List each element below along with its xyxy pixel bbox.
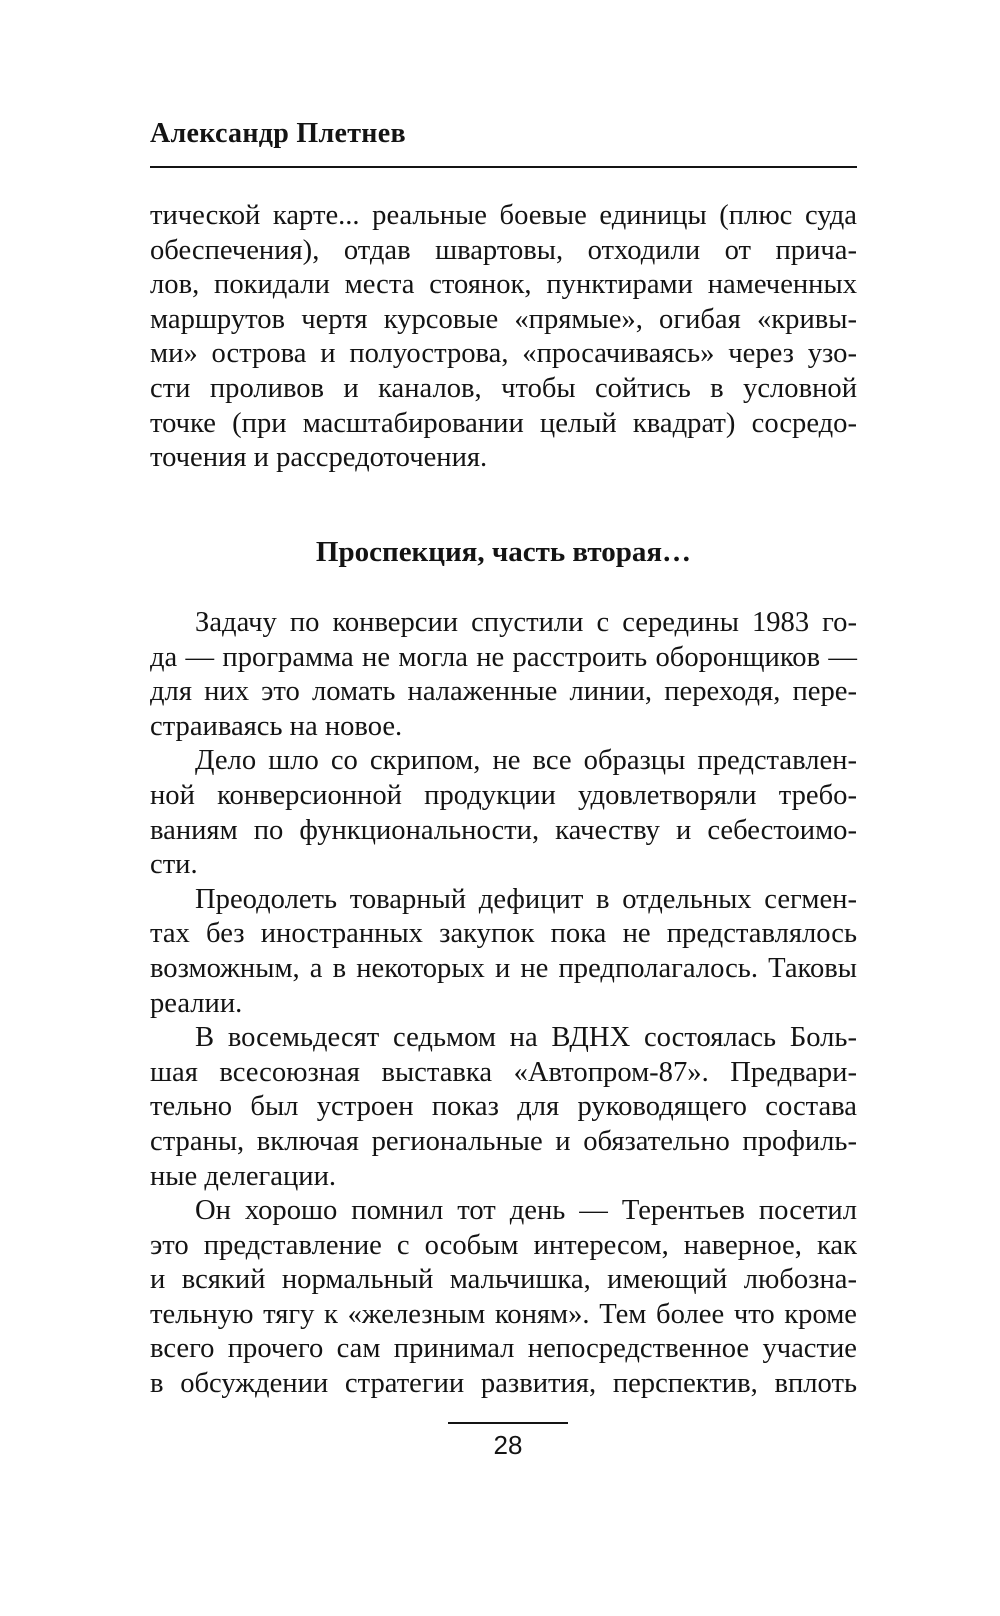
text-line: шая всесоюзная выставка «Автопром-87». Предвари-: [150, 1056, 857, 1088]
text-line: это представление с особым интересом, наверное, как: [150, 1229, 857, 1261]
text-line: точке (при масштабировании целый квадрат) сосредо-: [150, 407, 857, 439]
page-number: 28: [493, 1430, 523, 1460]
text-line: Он хорошо помнил тот день — Терентьев посетил: [195, 1195, 857, 1227]
text-line: ной конверсионной продукции удовлетворяли требо-: [150, 779, 857, 811]
text-line: и всякий нормальный мальчишка, имеющий любозна-: [150, 1264, 857, 1296]
text-line: ные делегации.: [150, 1160, 337, 1192]
text-line: возможным, а в некоторых и не предполагалось. Таковы: [150, 952, 857, 984]
text-line: ваниям по функциональности, качеству и себестоимо-: [150, 814, 857, 846]
text-line: ми» острова и полуострова, «просачиваясь» через узо-: [150, 338, 857, 370]
text-line: страны, включая региональные и обязательно профиль-: [150, 1125, 857, 1157]
text-line: реалии.: [150, 987, 243, 1019]
text-line: в обсуждении стратегии развития, перспектив, вплоть: [150, 1368, 857, 1400]
text-line: сти проливов и каналов, чтобы сойтись в условной: [150, 372, 857, 404]
text-line: сти.: [150, 849, 198, 881]
text-line: страиваясь на новое.: [150, 710, 403, 742]
text-line: В восемьдесят седьмом на ВДНХ состоялась Боль-: [195, 1022, 857, 1054]
text-line: Дело шло со скрипом, не все образцы представлен-: [195, 745, 857, 777]
text-line: тельную тягу к «железным коням». Тем более что кроме: [150, 1298, 857, 1330]
text-line: обеспечения), отдав швартовы, отходили от прича-: [150, 234, 857, 266]
text-line: Преодолеть товарный дефицит в отдельных сегмен-: [195, 883, 857, 915]
intro-paragraph: [150, 199, 857, 476]
text-line: Задачу по конверсии спустили с середины 1983 го-: [195, 607, 857, 638]
text-line: лов, покидали места стоянок, пунктирами намеченных: [150, 269, 857, 301]
text-line: да — программа не могла не расстроить оборонщиков —: [150, 641, 857, 673]
footer-rule: [448, 1422, 568, 1424]
text-line: тах без иностранных закупок пока не представлялось: [150, 918, 857, 950]
text-line: всего прочего сам принимал непосредственное участие: [150, 1333, 857, 1365]
running-head-author: Александр Плетнев: [150, 118, 406, 149]
text-line: маршрутов чертя курсовые «прямые», огибая «кривы-: [150, 303, 857, 335]
text-line: тельно был устроен показ для руководящего состава: [150, 1091, 857, 1123]
text-line: для них это ломать налаженные линии, переходя, пере-: [150, 676, 857, 708]
section-title: Проспекция, часть вторая…: [315, 536, 692, 568]
header-rule: [150, 166, 857, 168]
text-line: точения и рассредоточения.: [150, 442, 488, 474]
text-line: тической карте... реальные боевые единицы (плюс суда: [150, 200, 857, 231]
section-body: [150, 606, 857, 1402]
